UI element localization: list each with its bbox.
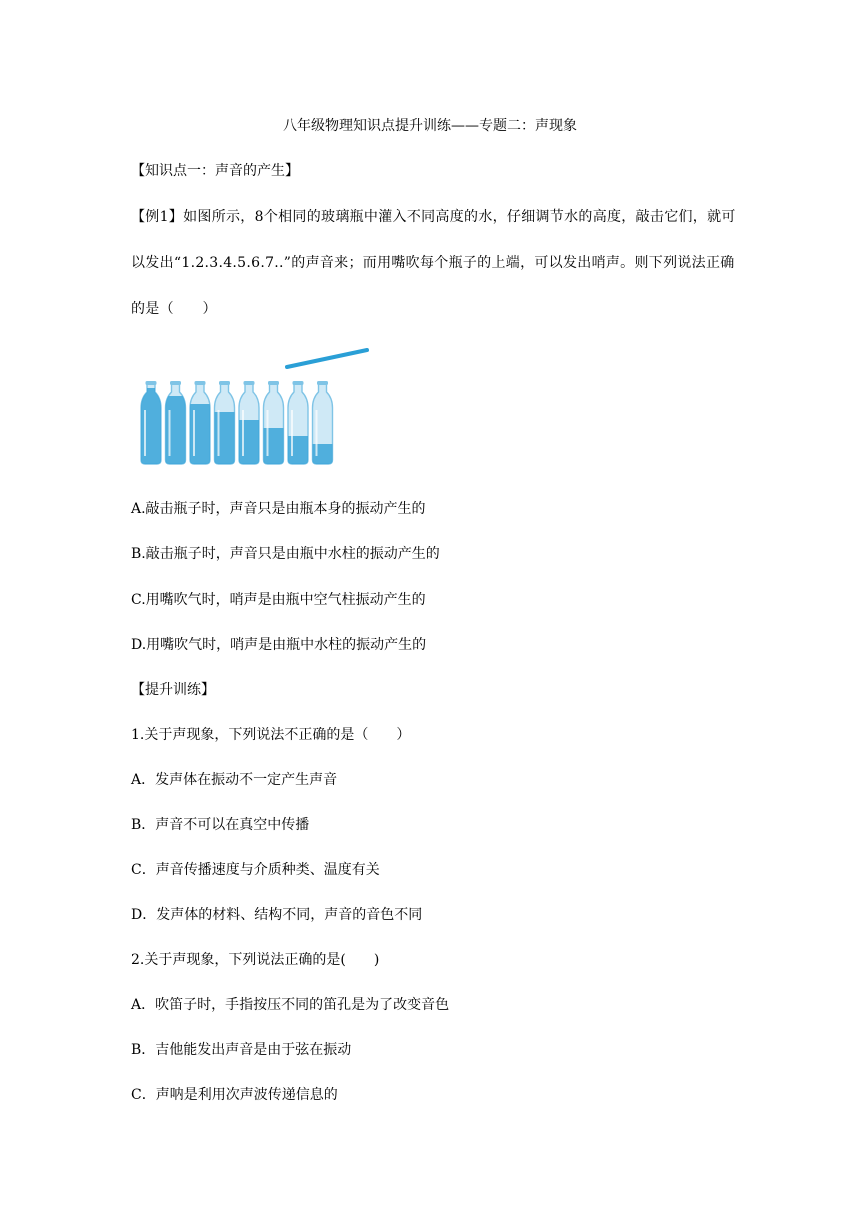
- bottle-lip: [146, 381, 157, 385]
- bottle-4: [213, 381, 237, 466]
- example-1-option-b: B.敲击瓶子时，声音只是由瓶中水柱的振动产生的: [131, 546, 440, 562]
- bottle-1: [139, 381, 163, 466]
- bottle-7: [286, 381, 310, 466]
- example-1-option-a: A.敲击瓶子时，声音只是由瓶本身的振动产生的: [131, 501, 426, 517]
- bottle-water: [188, 404, 212, 466]
- bottle-water: [286, 436, 310, 466]
- bottle-2: [164, 381, 188, 466]
- bottle-6: [262, 381, 286, 466]
- question-1-option-b: B．声音不可以在真空中传播: [131, 817, 310, 833]
- bottle-8: [311, 381, 335, 466]
- bottle-water: [311, 444, 335, 466]
- bottle-3: [188, 381, 212, 466]
- bottle-lip: [219, 381, 230, 385]
- question-2-option-c: C．声呐是利用次声波传递信息的: [131, 1087, 338, 1103]
- bottle-lip: [317, 381, 328, 385]
- question-1-stem: 1.关于声现象，下列说法不正确的是（ ）: [131, 727, 411, 743]
- bottle-lip: [170, 381, 181, 385]
- question-1-option-d: D．发声体的材料、结构不同，声音的音色不同: [131, 907, 423, 923]
- bottles-with-water-figure: [131, 342, 376, 468]
- bottle-5: [237, 381, 261, 466]
- bottle-lip: [244, 381, 255, 385]
- example-1-option-c: C.用嘴吹气时，哨声是由瓶中空气柱振动产生的: [131, 592, 426, 608]
- example-1-text: 【例1】如图所示，8个相同的玻璃瓶中灌入不同高度的水，仔细调节水的高度，敲击它们，就可以发出“1.2.3.4.5.6.7..”的声音来；而用嘴吹每个瓶子的上端，可以发出哨声。则下列说法正确的是（ ）: [131, 209, 736, 317]
- question-2-stem: 2.关于声现象，下列说法正确的是( ): [131, 952, 380, 968]
- striking-stick: [287, 350, 367, 367]
- document-title: 八年级物理知识点提升训练——专题二：声现象: [283, 118, 577, 134]
- bottles-group: [139, 381, 335, 466]
- bottle-lip: [268, 381, 279, 385]
- bottle-water: [213, 412, 237, 466]
- bottle-lip: [293, 381, 304, 385]
- bottle-water: [262, 428, 286, 466]
- bottle-water: [139, 388, 163, 466]
- bottle-water: [164, 396, 188, 466]
- question-2-option-b: B．吉他能发出声音是由于弦在振动: [131, 1042, 352, 1058]
- section-heading-training: 【提升训练】: [131, 682, 215, 698]
- question-1-option-a: A．发声体在振动不一定产生声音: [131, 772, 338, 788]
- question-1-option-c: C．声音传播速度与介质种类、温度有关: [131, 862, 380, 878]
- bottle-water: [237, 420, 261, 466]
- question-2-option-a: A．吹笛子时，手指按压不同的笛孔是为了改变音色: [131, 997, 450, 1013]
- section-heading-knowledge-1: 【知识点一：声音的产生】: [131, 163, 299, 179]
- bottle-lip: [195, 381, 206, 385]
- example-1-option-d: D.用嘴吹气时，哨声是由瓶中水柱的振动产生的: [131, 637, 427, 653]
